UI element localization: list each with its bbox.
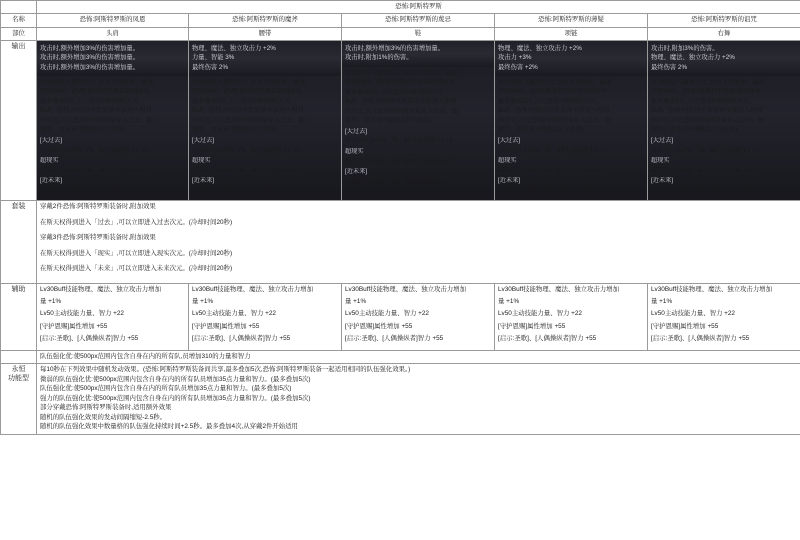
assist-cell-1 bbox=[189, 283, 342, 350]
eternal-4: 部分穿戴恐怖:阿斯特罗斯装备时,适用额外效果 bbox=[40, 404, 172, 412]
sec-head-0-0: [大过去] bbox=[40, 137, 63, 145]
row-label-set bbox=[1, 201, 37, 283]
intro-3-5: 现实、近未来中随机1次元适用) bbox=[498, 126, 584, 134]
sec-line-0-2: 未来次元:Lv70、75、80主动技能 Lv +1 bbox=[40, 186, 148, 194]
eternal-1: 微弱的队伍强化优:使500px范围内包含自身在内的所有队员增加35点力量和智力。(最多叠加5次) bbox=[40, 375, 311, 383]
assist-2-1: 量 +1% bbox=[345, 298, 367, 306]
assist-cell-2 bbox=[342, 283, 495, 350]
item-name-1: 恐怖:阿斯特罗斯的魔斧 bbox=[189, 14, 342, 27]
intro-1-5: 现实、近未来中随机1次元适用) bbox=[192, 126, 278, 134]
stat-4-0: 攻击时,附加3%的伤害。 bbox=[651, 45, 719, 53]
sec-line-0-0: 过去次元:Lv70、75、80主动技能 Lv +1 bbox=[40, 146, 148, 154]
intro-3-2: 最多叠加5次,次元适用同相同的次元 bbox=[498, 97, 596, 105]
intro-4-1: 持续10秒。(恐怖:阿斯特罗斯装备间异享, bbox=[651, 88, 763, 96]
intro-0-5: 现实、近未来中随机1次元适用) bbox=[40, 126, 126, 134]
item-part-0: 头肩 bbox=[37, 27, 189, 40]
eternal-5: 随机的队伍强化效果的发动间隔缩短-2.5秒。 bbox=[40, 413, 167, 421]
sec-head-4-2: [近未来] bbox=[651, 177, 674, 185]
intro-4-0: 每10秒进入随机次元,发动下列效果。最多 bbox=[651, 78, 765, 86]
intro-1-0: 每10秒进入随机次元,发动下列效果。最多 bbox=[192, 78, 306, 86]
stat-2-0: 攻击时,额外增加3%的伤害增加量。 bbox=[345, 45, 445, 53]
intro-2-3: Buff。恐怖:阿斯特罗斯装备全部进入相同 bbox=[345, 98, 457, 106]
assist-2-3: [守护恩赐]属性增加 +55 bbox=[345, 322, 413, 330]
row-label-output bbox=[1, 41, 37, 201]
intro-1-4: 的次元,次元适用同相同效果从大过去、超 bbox=[192, 116, 306, 124]
assist-3-3: [守护恩赐]属性增加 +55 bbox=[498, 322, 566, 330]
assist-2-2: Lv50主动技能力量、智力 +22 bbox=[345, 310, 429, 318]
set-effect-2: 穿戴3件恐怖:阿斯特罗斯装备时,附加效果 bbox=[40, 234, 156, 242]
assist-1-0: Lv30Buff技能物理、魔法、独立攻击力增加 bbox=[192, 285, 313, 293]
assist-1-4: [启示:圣歌]、[人偶操纵者]智力 +55 bbox=[192, 335, 291, 343]
assist-3-2: Lv50主动技能力量、智力 +22 bbox=[498, 310, 582, 318]
sec-line-4-0: 过去次元:Lv70、75、80主动技能 Lv +1 bbox=[651, 146, 759, 154]
assist-4-2: Lv50主动技能力量、智力 +22 bbox=[651, 310, 735, 318]
sec-head-1-2: [近未来] bbox=[192, 177, 215, 185]
intro-0-2: 最多叠加5次,次元适用同相同的次元 bbox=[40, 97, 138, 105]
row-label-output-text: 输出 bbox=[11, 43, 26, 51]
eternal-row bbox=[1, 364, 800, 435]
output-cell-2 bbox=[342, 41, 495, 201]
stat-4-1: 物理、魔法、独立攻击力 +2% bbox=[651, 54, 735, 62]
assist-2-4: [启示:圣歌]、[人偶操纵者]智力 +55 bbox=[345, 335, 444, 343]
eternal-6: 随机的队伍强化效果中数量格的队伍强化持续时间+2.5秒。最多叠加4次,从穿戴2件开始适用 bbox=[40, 423, 298, 430]
set-title: 恐怖:阿斯特罗斯 bbox=[37, 1, 800, 14]
sec-line-2-1: 现实次元:Lv40、45、60主动技能 Lv +1 bbox=[345, 157, 453, 165]
set-row bbox=[1, 201, 800, 283]
output-cell-1 bbox=[189, 41, 342, 201]
intro-3-4: 的次元,次元适用同相同效果从大过去、超 bbox=[498, 116, 612, 124]
item-part-3: 项链 bbox=[495, 27, 648, 40]
intro-2-1: 持续10秒。(恐怖:阿斯特罗斯装备间异享, bbox=[345, 79, 457, 87]
sec-head-2-0: [大过去] bbox=[345, 127, 368, 135]
intro-3-3: Buff。恐怖:阿斯特罗斯装备全部进入相同 bbox=[498, 107, 610, 115]
output-cell-3 bbox=[495, 41, 648, 201]
row-label-part: 部位 bbox=[1, 27, 37, 40]
assist-cell-0 bbox=[37, 283, 189, 350]
intro-1-1: 持续10秒。(恐怖:阿斯特罗斯装备间异享, bbox=[192, 88, 304, 96]
assist-3-1: 量 +1% bbox=[498, 298, 520, 306]
sec-head-0-1: 超现实 bbox=[40, 157, 59, 165]
row-label-assist bbox=[1, 283, 37, 350]
eternal-effect-cell bbox=[37, 364, 800, 435]
sec-head-3-0: [大过去] bbox=[498, 137, 521, 145]
stat-3-0: 物理、魔法、独立攻击力 +2% bbox=[498, 45, 582, 53]
intro-3-1: 持续10秒。(恐怖:阿斯特罗斯装备间异享, bbox=[498, 88, 610, 96]
sec-head-3-2: [近未来] bbox=[498, 177, 521, 185]
sec-line-4-2: 未来次元:Lv70、75、80主动技能 Lv +1 bbox=[651, 186, 759, 194]
sec-head-4-0: [大过去] bbox=[651, 137, 674, 145]
intro-1-2: 最多叠加5次,次元适用同相同的次元 bbox=[192, 97, 290, 105]
item-part-2: 鞋 bbox=[342, 27, 495, 40]
sec-line-3-0: 过去次元:Lv70、75、80主动技能 Lv +1 bbox=[498, 146, 606, 154]
intro-0-0: 每10秒进入随机次元,发动下列效果。最多 bbox=[40, 78, 154, 86]
intro-0-4: 的次元,次元适用同相同效果从大过去、超 bbox=[40, 116, 154, 124]
eternal-0: 每10秒在下列效果中随机发动效果。(恐怖:阿斯特罗斯装备间共享,最多叠加5次,恐怖:阿斯特罗斯装备一起适用相同的队伍强化效果。) bbox=[40, 366, 411, 374]
assist-1-2: Lv50主动技能力量、智力 +22 bbox=[192, 310, 276, 318]
stat-4-2: 最终伤害 2% bbox=[651, 63, 688, 71]
intro-2-0: 每10秒进入随机次元,发动下列效果。最多 bbox=[345, 69, 459, 77]
item-part-4: 右舞 bbox=[648, 27, 800, 40]
set-effect-3: 在斯天权得到进入「现实」,可以立即进入现实次元。(冷却时间20秒) bbox=[40, 249, 233, 257]
item-name-4: 恐怖:阿斯特罗斯的诅咒 bbox=[648, 14, 800, 27]
assist-4-0: Lv30Buff技能物理、魔法、独立攻击力增加 bbox=[651, 285, 772, 293]
eternal-2: 队伍强化优:使500px范围内包含自身在内的所有队员增加35点力量和智力。(最多叠加5次) bbox=[40, 385, 292, 393]
sec-head-1-1: 超现实 bbox=[192, 157, 211, 165]
stat-0-2: 攻击时,额外增加3%的伤害增加量。 bbox=[40, 63, 140, 71]
intro-4-2: 最多叠加5次,次元适用同相同的次元 bbox=[651, 97, 749, 105]
intro-1-3: Buff。恐怖:阿斯特罗斯装备全部进入相同 bbox=[192, 107, 304, 115]
assist-0-1: 量 +1% bbox=[40, 298, 62, 306]
intro-4-3: Buff。恐怖:阿斯特罗斯装备全部进入相同 bbox=[651, 107, 763, 115]
assist-cell-4 bbox=[648, 283, 800, 350]
item-name-0: 恐怖:阿斯特罗斯的凤恩 bbox=[37, 14, 189, 27]
intro-2-2: 最多叠加5次,次元适用同相同的次元 bbox=[345, 88, 443, 96]
stat-1-0: 物理、魔法、独立攻击力 +2% bbox=[192, 45, 276, 53]
row-label-assist-footer bbox=[1, 350, 37, 363]
sec-head-2-1: 超现实 bbox=[345, 147, 364, 155]
eternal-3: 强力的队伍强化优:使500px范围内包含自身在内的所有队员增加35点力量和智力。(最多叠加5次) bbox=[40, 394, 311, 402]
output-cell-4 bbox=[648, 41, 800, 201]
assist-3-4: [启示:圣歌]、[人偶操纵者]智力 +55 bbox=[498, 335, 597, 343]
row-label-set-text: 套装 bbox=[11, 203, 26, 211]
sec-head-0-2: [近未来] bbox=[40, 177, 63, 185]
assist-2-0: Lv30Buff技能物理、魔法、独立攻击力增加 bbox=[345, 285, 466, 293]
sec-head-4-1: 超现实 bbox=[651, 157, 670, 165]
sec-line-4-1: 现实次元:Lv40、45、60主动技能 Lv +1 bbox=[651, 166, 759, 174]
output-row bbox=[1, 41, 800, 201]
assist-4-1: 量 +1% bbox=[651, 298, 673, 306]
intro-3-0: 每10秒进入随机次元,发动下列效果。最多 bbox=[498, 78, 612, 86]
part-row bbox=[1, 27, 800, 40]
sec-line-3-1: 现实次元:Lv40、45、60主动技能 Lv +1 bbox=[498, 166, 606, 174]
row-label-eternal bbox=[1, 364, 37, 435]
sec-line-3-2: 未来次元:Lv70、75、80主动技能 Lv +1 bbox=[498, 186, 606, 194]
item-part-1: 腰带 bbox=[189, 27, 342, 40]
row-label-assist-text: 辅助 bbox=[11, 285, 26, 293]
stat-1-1: 力量、智能 3% bbox=[192, 54, 235, 62]
intro-2-5: 现实、近未来中随机1次元适用) bbox=[345, 117, 431, 125]
sec-line-0-1: 现实次元:Lv40、45、60主动技能 Lv +1 bbox=[40, 166, 148, 174]
sec-head-2-2: [近未来] bbox=[345, 168, 368, 176]
sec-line-1-2: 未来次元:Lv70、75、80主动技能 Lv +1 bbox=[192, 186, 300, 194]
intro-4-4: 的次元,次元适用同相同效果从大过去、超 bbox=[651, 116, 765, 124]
intro-2-4: 的次元,次元适用同相同效果从大过去、超 bbox=[345, 107, 459, 115]
assist-4-3: [守护恩赐]属性增加 +55 bbox=[651, 322, 719, 330]
sec-line-1-1: 现实次元:Lv40、45、60主动技能 Lv +1 bbox=[192, 166, 300, 174]
assist-0-4: [启示:圣歌]、[人偶操纵者]智力 +55 bbox=[40, 335, 139, 343]
name-row bbox=[1, 14, 800, 27]
stat-0-0: 攻击时,额外增加3%的伤害增加量。 bbox=[40, 45, 140, 53]
intro-0-3: Buff。恐怖:阿斯特罗斯装备全部进入相同 bbox=[40, 107, 152, 115]
stat-3-2: 最终伤害 +2% bbox=[498, 63, 538, 71]
item-name-3: 恐怖:阿斯特罗斯的薄疑 bbox=[495, 14, 648, 27]
corner-cell bbox=[1, 1, 37, 14]
sec-head-3-1: 超现实 bbox=[498, 157, 517, 165]
assist-row bbox=[1, 283, 800, 350]
assist-footer-cell: 队伍强化优:使500px范围内包含自身在内的所有队,员增加310的力量和智力 bbox=[37, 350, 800, 363]
assist-4-4: [启示:圣歌]、[人偶操纵者]智力 +55 bbox=[651, 335, 750, 343]
stat-1-2: 最终伤害 2% bbox=[192, 63, 229, 71]
set-effect-4: 在斯天权得到进入「未来」,可以立即进入未来次元。(冷却时间20秒) bbox=[40, 265, 233, 273]
stat-0-1: 攻击时,额外增加3%的伤害增加量。 bbox=[40, 54, 140, 62]
intro-0-1: 持续10秒。(恐怖:阿斯特罗斯装备间异享, bbox=[40, 88, 152, 96]
item-name-2: 恐怖:阿斯特罗斯的蔑忌 bbox=[342, 14, 495, 27]
set-effect-cell bbox=[37, 201, 800, 283]
sec-head-1-0: [大过去] bbox=[192, 137, 215, 145]
assist-footer-row bbox=[1, 350, 800, 363]
assist-3-0: Lv30Buff技能物理、魔法、独立攻击力增加 bbox=[498, 285, 619, 293]
row-label-eternal-text: 永恒 功能型 bbox=[8, 366, 29, 383]
set-effect-1: 在斯天权得到进入「过去」,可以立即进入过去次元。(冷却时间20秒) bbox=[40, 218, 233, 226]
assist-0-3: [守护恩赐]属性增加 +55 bbox=[40, 322, 108, 330]
assist-0-2: Lv50主动技能力量、智力 +22 bbox=[40, 310, 124, 318]
assist-1-3: [守护恩赐]属性增加 +55 bbox=[192, 322, 260, 330]
title-row bbox=[1, 1, 800, 14]
row-label-name: 名称 bbox=[1, 14, 37, 27]
sec-line-2-0: 过去次元:Lv70、75、80主动技能 Lv +1 bbox=[345, 137, 453, 145]
stat-3-1: 攻击力 +3% bbox=[498, 54, 532, 62]
intro-4-5: 现实、近未来中随机1次元适用) bbox=[651, 126, 737, 134]
sec-line-2-2: 未来次元:Lv70、75、80主动技能 Lv +1 bbox=[345, 177, 453, 185]
assist-1-1: 量 +1% bbox=[192, 298, 214, 306]
assist-0-0: Lv30Buff技能物理、魔法、独立攻击力增加 bbox=[40, 285, 161, 293]
set-effect-0: 穿戴2件恐怖:阿斯特罗斯装备时,附加效果 bbox=[40, 203, 156, 211]
stat-2-1: 攻击时,附加1%的伤害。 bbox=[345, 54, 413, 62]
output-cell-0 bbox=[37, 41, 189, 201]
assist-cell-3 bbox=[495, 283, 648, 350]
sec-line-1-0: 过去次元:Lv70、75、80主动技能 Lv +1 bbox=[192, 146, 300, 154]
